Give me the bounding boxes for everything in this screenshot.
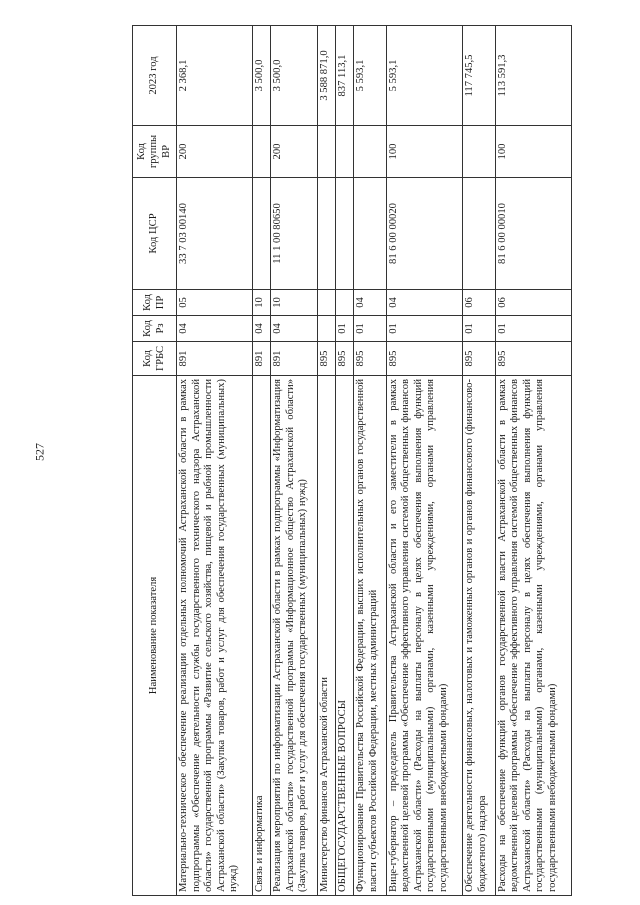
row-name: Расходы на обеспечение функций органов государственной власти Астраханской области в рамках ведомственной целевой программы «Обеспечение эффективного управления системой общественных финансов Астраханской области» (Расходы на выплаты персоналу в целях обеспечения выполнения функций государственными (муниципальными) органами, казенными учреждениями, органами управления государственными внебюджетными фондами) <box>495 376 571 896</box>
table-row <box>495 26 571 896</box>
row-grbs: 895 <box>354 342 387 376</box>
row-rz: 04 <box>253 316 271 342</box>
row-grbs: 891 <box>177 342 253 376</box>
row-grbs: 891 <box>253 342 271 376</box>
row-amount: 3 500,0 <box>253 26 271 126</box>
header-name: Наименование показателя <box>133 376 177 896</box>
row-vr <box>463 126 496 178</box>
table-row <box>386 26 462 896</box>
row-name: Обеспечение деятельности финансовых, налоговых и таможенных органов и органов финансового (финансово-бюджетного) надзора <box>463 376 496 896</box>
header-csr: Код ЦСР <box>133 178 177 290</box>
header-year: 2023 год <box>133 26 177 126</box>
row-amount: 5 593,1 <box>354 26 387 126</box>
row-vr <box>336 126 354 178</box>
row-csr <box>463 178 496 290</box>
row-vr: 200 <box>177 126 253 178</box>
row-pr: 06 <box>495 290 571 316</box>
header-grbs: Код ГРБС <box>133 342 177 376</box>
row-vr <box>354 126 387 178</box>
row-grbs: 891 <box>271 342 318 376</box>
header-rz: Код Рз <box>133 316 177 342</box>
table-row <box>271 26 318 896</box>
header-pr: Код ПР <box>133 290 177 316</box>
row-rz <box>318 316 336 342</box>
row-amount: 3 500,0 <box>271 26 318 126</box>
row-grbs: 895 <box>495 342 571 376</box>
row-pr <box>336 290 354 316</box>
table-row <box>318 26 336 896</box>
row-rz: 04 <box>271 316 318 342</box>
row-rz: 01 <box>336 316 354 342</box>
row-vr: 100 <box>495 126 571 178</box>
budget-table <box>132 25 572 896</box>
table-row <box>253 26 271 896</box>
row-amount: 113 591,3 <box>495 26 571 126</box>
table-row <box>463 26 496 896</box>
row-amount: 117 745,5 <box>463 26 496 126</box>
row-csr: 81 6 00 00010 <box>495 178 571 290</box>
row-name: Реализация мероприятий по информатизации Астраханской области в рамках подпрограммы «Информатизация Астраханской области» государственной программы «Информационное общество Астраханской области» (Закупка товаров, работ и услуг для обеспечения государственных (муниципальных) нужд) <box>271 376 318 896</box>
row-csr <box>318 178 336 290</box>
header-vr: Код группы ВР <box>133 126 177 178</box>
table-row <box>354 26 387 896</box>
row-vr: 200 <box>271 126 318 178</box>
row-vr <box>253 126 271 178</box>
table-header-row <box>133 26 177 896</box>
row-name: Связь и информатика <box>253 376 271 896</box>
row-grbs: 895 <box>386 342 462 376</box>
page-number: 527 <box>32 443 47 461</box>
row-name: Министерство финансов Астраханской области <box>318 376 336 896</box>
row-amount: 2 368,1 <box>177 26 253 126</box>
row-name: Вице-губернатор – председатель Правительства Астраханской области и его заместители в рамках ведомственной целевой программы «Обеспечение эффективного управления системой общественных финансов Астраханской области» (Расходы на выплаты персоналу в целях обеспечения выполнения функций государственными (муниципальными) органами, казенными учреждениями, органами управления государственными внебюджетными фондами) <box>386 376 462 896</box>
row-rz: 01 <box>495 316 571 342</box>
row-csr <box>253 178 271 290</box>
row-vr: 100 <box>386 126 462 178</box>
row-rz: 01 <box>463 316 496 342</box>
row-rz: 01 <box>386 316 462 342</box>
rotated-table-container <box>132 26 572 896</box>
row-csr: 33 7 03 00140 <box>177 178 253 290</box>
row-pr: 10 <box>271 290 318 316</box>
row-csr <box>336 178 354 290</box>
row-pr: 04 <box>354 290 387 316</box>
row-amount: 3 588 871,0 <box>318 26 336 126</box>
row-pr: 04 <box>386 290 462 316</box>
row-rz: 01 <box>354 316 387 342</box>
table-row <box>177 26 253 896</box>
row-name: Функционирование Правительства Российской Федерации, высших исполнительных органов государственной власти субъектов Российской Федерации, местных администраций <box>354 376 387 896</box>
row-csr: 11 1 00 80650 <box>271 178 318 290</box>
row-pr: 06 <box>463 290 496 316</box>
row-grbs: 895 <box>336 342 354 376</box>
row-pr <box>318 290 336 316</box>
row-name: ОБЩЕГОСУДАРСТВЕННЫЕ ВОПРОСЫ <box>336 376 354 896</box>
table-row <box>336 26 354 896</box>
row-pr: 10 <box>253 290 271 316</box>
row-grbs: 895 <box>318 342 336 376</box>
row-csr <box>354 178 387 290</box>
row-rz: 04 <box>177 316 253 342</box>
row-amount: 5 593,1 <box>386 26 462 126</box>
row-name: Материально-техническое обеспечение реализации отдельных полномочий Астраханской области в рамках подпрограммы «Обеспечение деятельности службы государственного технического надзора Астраханской области» государственной программы «Развитие сельского хозяйства, пищевой и рыбной промышленности Астраханской области» (Закупка товаров, работ и услуг для обеспечения государственных (муниципальных) нужд) <box>177 376 253 896</box>
row-amount: 837 113,1 <box>336 26 354 126</box>
row-pr: 05 <box>177 290 253 316</box>
row-grbs: 895 <box>463 342 496 376</box>
row-csr: 81 6 00 00020 <box>386 178 462 290</box>
row-vr <box>318 126 336 178</box>
